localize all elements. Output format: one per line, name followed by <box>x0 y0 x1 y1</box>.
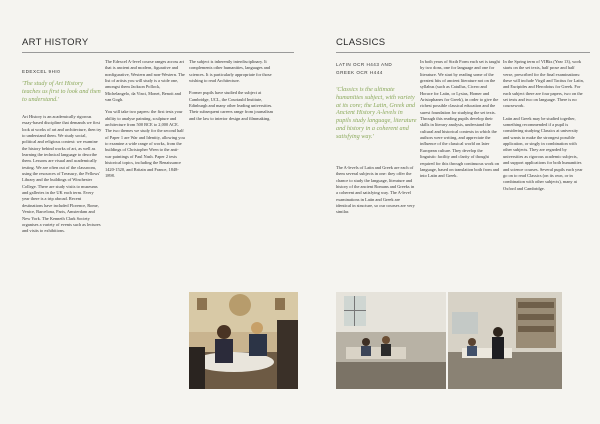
divider <box>336 52 590 53</box>
pull-quote: 'The study of Art History teaches us first to look and then to understand.' <box>22 80 101 103</box>
text-column-3 <box>189 59 273 128</box>
exam-board-line: GREEK OCR H444 <box>336 69 383 75</box>
classroom-photo <box>336 292 446 389</box>
paragraph: The A-levels of Latin and Greek are each of them several subjects in one: they offer the chance to study the language, literature and history of the ancient Romans and Greeks in a coherent and satisfying way. The A-level examinations in Latin and Greek are identical in structure, so our courses are very similar. <box>336 165 415 215</box>
text-column-3 <box>503 59 585 198</box>
exam-board-label: EDEXCEL 9HI0 <box>22 69 61 74</box>
paragraph: The Edexcel A-level course ranges across art that is ancient and modern, figurative and nonfigurative, Western and non-Western. The list of artists you will study is a wide one, amongst them Jackson Pollock, Michelangelo, da Vinci, Monet, Benoit and van Gogh. <box>105 59 185 103</box>
paragraph: Latin and Greek may be studied together, something recommended if a pupil is considering studying Classics at university and wants to make the strongest possible application, or singly in combination with other subjects. They are regarded by universities as rigorous academic subjects, and support applications for both humanities and science courses. Several pupils each year go on to read Classics (on its own, or in combination with other subjects), many at Oxford and Cambridge. <box>503 115 583 191</box>
classics-page <box>300 0 600 424</box>
text-column-1 <box>22 114 102 241</box>
text-column-2 <box>420 59 500 186</box>
paragraph: You will take two papers: the first tests your ability to analyse painting, sculpture and architecture from 500 BCE to 2,000 ACE. The two themes we study for the second half of Paper 1 are War and Identity, allowing you to examine a wide range of works, from the buildings of Christopher Wren to the anti-war paintings of Paul Nash. Paper 2 tests historical topics, including the Renaissance 1420-1520, and Britain and France, 1848-1898. <box>105 109 185 178</box>
classroom-photo <box>189 292 298 389</box>
text-column-1 <box>336 165 416 222</box>
library-photo <box>448 292 562 389</box>
section-heading: CLASSICS <box>336 37 386 48</box>
paragraph: In both years of Sixth Form each set is taught by two dons, one for language and one for literature. We start by reading some of the greatest hits of ancient literature not on the syllabus (such as Catullus, Cicero and Horace for Latin, or Lysias, Homer and Aristophanes for Greek), in order to give the richest possible classical education and the surest foundation for studying the set texts. Through this reading pupils develop their skills in literary analysis, understand the cultural and historical contexts in which the authors were writing, and appreciate the influence of the classical world on later European culture. They develop the linguistic facility and clarity of thought required for this through continuous work on language, based on translation both from and into Latin and Greek. <box>420 59 500 179</box>
divider <box>22 52 294 53</box>
paragraph: Former pupils have studied the subject at Cambridge, UCL, the Courtauld Institute, Edinburgh and many other leading universities. Their subsequent careers range from journalism and the law to interior design and filmmaking. <box>189 90 274 121</box>
paragraph: The subject is inherently interdisciplinary. It complements other humanities, languages and sciences. It is particularly appropriate for those wishing to read Architecture. <box>189 59 272 84</box>
exam-board-label <box>336 61 392 76</box>
pull-quote: 'Classics is the ultimate humanities subject, with variety at its core; the Latin, Greek and Ancient History A-levels in pupils study language, literature and history in a coherent and satisfying way.' <box>336 86 417 140</box>
exam-board-line: LATIN OCR H443 AND <box>336 62 393 67</box>
section-heading: ART HISTORY <box>22 37 89 48</box>
text-column-2 <box>105 59 185 185</box>
paragraph: In the Spring term of VIBks (Year 13), work starts on the set texts, half prose and half verse, prescribed for the final examinations: these will include Virgil and Tacitus for Latin, and Euripides and Herodotus for Greek. For each subject there are four papers, two on the set texts and two on language. There is no coursework. <box>503 59 584 109</box>
paragraph: Art History is an academically rigorous essay-based discipline that demands we first look at works of art and architecture, then try to understand them. We study social, political and religious context: we examine the history behind works of art, as well as learning the technical language to describe them. Lessons are visual and academically testing. We are often out of the classroom, using the resources of Treasury, the Fellows' Library and the buildings of Winchester College. There are study visits to museums and galleries in the UK each term. Every year there is a trip abroad. Recent destinations have included Florence, Rome, Venice, Barcelona, Paris, Amsterdam and New York. The Kenneth Clark Society organises a variety of events such as lectures and visits to exhibitions. <box>22 114 102 234</box>
